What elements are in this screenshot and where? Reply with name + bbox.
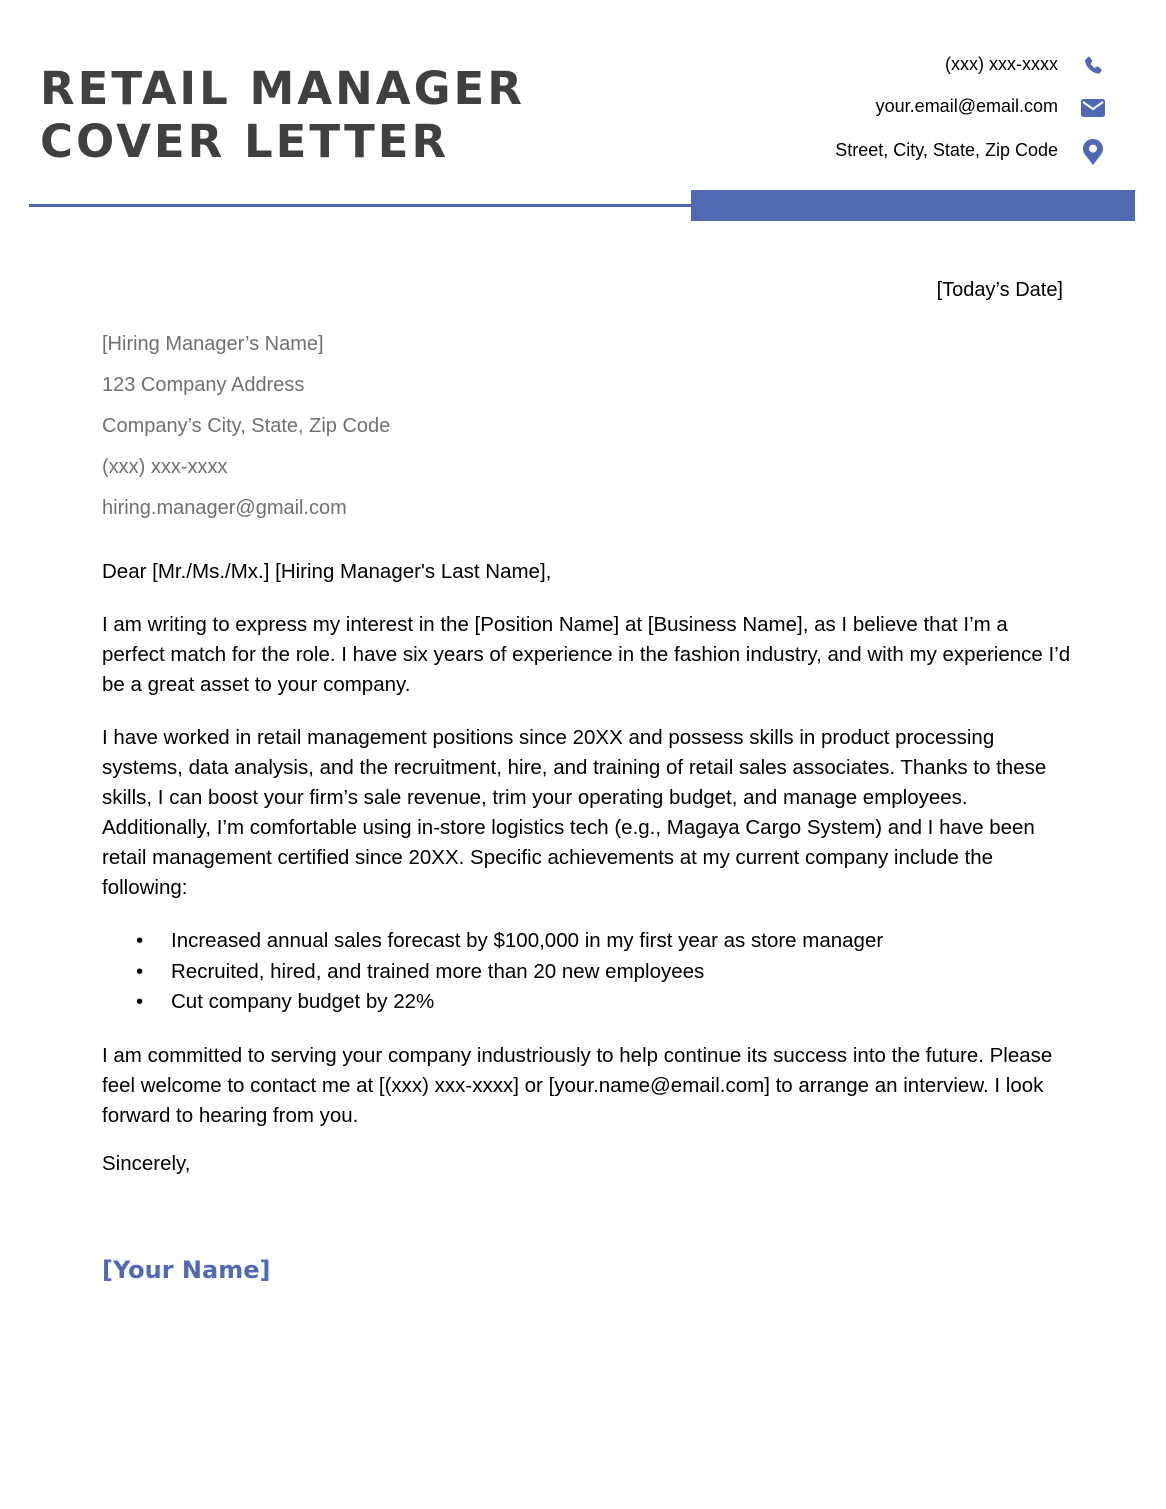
- contact-address: Street, City, State, Zip Code: [835, 140, 1058, 160]
- letter-date: [Today’s Date]: [936, 279, 1063, 301]
- achievement-text: Recruited, hired, and trained more than 20 new employees: [171, 959, 705, 983]
- paragraph-intro: I am writing to express my interest in the [Position Name] at [Business Name], as I believe that I’m a perfect match for the role. I have six years of experience in the fashion industry, and with my experience I’d be a great asset to your company.: [102, 613, 1071, 696]
- title-line-1: RETAIL MANAGER: [40, 62, 525, 115]
- achievement-text: Cut company budget by 22%: [171, 990, 435, 1013]
- contact-email: your.email@email.com: [875, 96, 1058, 116]
- contact-phone: (xxx) xxx-xxxx: [945, 54, 1058, 74]
- header-accent-bar: [691, 190, 1135, 221]
- bullet-icon: •: [136, 959, 144, 983]
- recipient-block: [102, 331, 390, 536]
- achievements-list: [102, 926, 1072, 1018]
- list-item: [136, 926, 1072, 957]
- paragraph-experience: I have worked in retail management positions since 20XX and possess skills in product processing systems, data analysis, and the recruitment, hire, and training of retail sales associates. Thanks to these skills, I can boost your firm’s sale revenue, trim your operating budget, and manage employees. Additionally, I’m comfortable using in-store logistics tech (e.g., Magaya Cargo System) and I have been retail management certified since 20XX. Specific achievements at my current company include the following:: [102, 726, 1047, 899]
- bullet-icon: •: [136, 929, 144, 952]
- list-item: [136, 957, 1072, 988]
- envelope-icon: [1080, 95, 1106, 121]
- phone-icon: [1080, 53, 1106, 79]
- list-item: [136, 987, 1072, 1018]
- title-line-2: COVER LETTER: [40, 115, 450, 168]
- recipient-email: hiring.manager@gmail.com: [102, 497, 347, 519]
- achievement-text: Increased annual sales forecast by $100,000 in my first year as store manager: [171, 929, 884, 952]
- recipient-city: Company’s City, State, Zip Code: [102, 415, 391, 437]
- map-pin-icon: [1080, 139, 1106, 165]
- closing: Sincerely,: [102, 1152, 191, 1175]
- recipient-address: 123 Company Address: [102, 374, 305, 396]
- recipient-name: [Hiring Manager’s Name]: [102, 333, 324, 355]
- signature-name: [Your Name]: [102, 1256, 271, 1284]
- header-divider-line: [29, 204, 691, 207]
- paragraph-closing: I am committed to serving your company industriously to help continue its success into the future. Please feel welcome to contact me at [(xxx) xxx-xxxx] or [your.name@email.com] to arrange an interview. I look forward to hearing from you.: [102, 1043, 1053, 1127]
- bullet-icon: •: [136, 990, 144, 1013]
- recipient-phone: (xxx) xxx-xxxx: [102, 456, 228, 478]
- salutation: Dear [Mr./Ms./Mx.] [Hiring Manager's Last Name],: [102, 560, 552, 583]
- letter-body: [102, 557, 1072, 1154]
- document-title: [40, 62, 525, 168]
